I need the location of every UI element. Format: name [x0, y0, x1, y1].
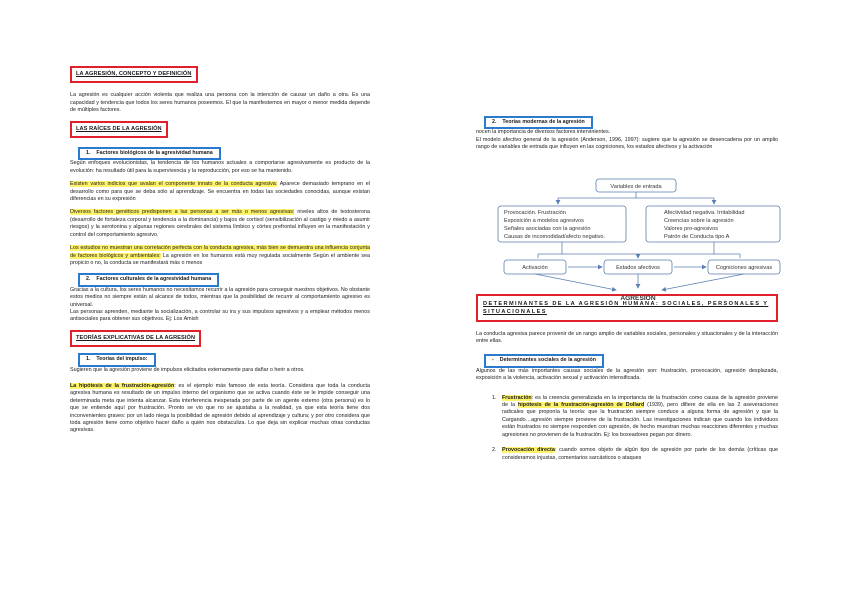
personal-factor: Valores pro-agresivos — [664, 226, 718, 232]
highlight-text: hipótesis de la frustración-agresión de Dollard — [518, 402, 645, 409]
innate-paragraph — [70, 181, 370, 203]
subheading-number: 1. — [86, 356, 91, 363]
subheading-label: Teorías modernas de la agresión — [502, 119, 585, 125]
paragraph-text: : cuando somos objeto de algún tipo de agresión por parte de los demás (críticas que consideramos injustas, comentarios sarcásticos o ataques — [502, 447, 778, 461]
section-title-agresion-concepto: LA AGRESIÓN, CONCEPTO Y DEFINICIÓN — [70, 66, 198, 83]
subheading-number: 1. — [86, 150, 91, 157]
situational-factor: Provocación. Frustración — [504, 210, 566, 216]
personal-factor: Creencias sobre la agresión — [664, 218, 734, 224]
left-column — [70, 66, 370, 435]
subheading-label: Teorías del impulso: — [96, 356, 148, 363]
impulse-paragraph: Sugieren que la agresión proviene de impulsos elicitados externamente para dañar o herir a otros. — [70, 366, 305, 373]
correlation-paragraph — [70, 245, 370, 267]
personal-factor: Afectividad negativa. Irritabilidad — [664, 210, 745, 216]
social-causes-list — [498, 395, 778, 462]
highlight-text: Diversos factores genéticos predisponen a las personas a ser más o menos agresivas: — [70, 209, 295, 216]
activation-label: Activación — [522, 265, 548, 271]
list-item — [498, 395, 778, 439]
affective-model-diagram — [496, 176, 782, 308]
subheading-number: 2. — [86, 276, 91, 283]
social-causes-paragraph: Algunos de las más importantes causas sociales de la agresión son: frustración, provocación, agresión desplazada, exposición a la violencia, activación sexual y activación intensificada. — [476, 367, 778, 382]
frustration-hypothesis-paragraph — [70, 383, 370, 435]
highlight-text: Los estudios no muestran una correlación perfecta con la conducta agresiva, más bien se demuestra una influencia conjunta de factores biológicos y ambientales: — [70, 245, 370, 259]
anderson-paragraph: El modelo afectivo general de la agresión (Anderson, 1996, 1997): sugiere que la agresión se desencadena por un amplio rango de variables de entrada que influyen en las cogniciones, los estados afectivos y la activación — [476, 136, 778, 151]
paragraph-text: niveles altos de testosterona (desarrollo de fortaleza corporal y tendencia a la dominancia) y bajos de cortisol (sensibilización al castigo y miedo a asumir riesgos) y la serotonina y algunas regiones cerebrales del sistema límbico y córtex prefrontal influyen en la manifestación y control del comportamiento agresivo. — [70, 209, 370, 238]
subheading-label: Determinantes sociales de la agresión — [499, 357, 597, 364]
highlight-text: Provocación directa — [502, 447, 555, 454]
determinants-paragraph: La conducta agresiva parece provenir de un rango amplio de variables sociales, personales y situacionales y de la interacción entre ellas. — [476, 330, 778, 345]
aggression-label: AGRESIÓN — [620, 295, 656, 302]
aggressive-cognitions-label: Cogniciones agresivas — [715, 265, 773, 271]
subheading-biologicos — [78, 147, 221, 160]
input-variables-label: Variables de entrada — [610, 184, 662, 190]
section-title-determinantes: DETERMINANTES DE LA AGRESIÓN HUMANA: SOCIALES, PERSONALES Y SITUACIONALES — [476, 294, 778, 322]
highlight-text: Frustración — [502, 394, 532, 401]
situational-factor: Exposición a modelos agresivos — [504, 218, 584, 224]
list-item — [498, 447, 778, 462]
subheading-number: - — [492, 357, 494, 364]
subheading-sociales — [484, 354, 604, 367]
subheading-modernas — [484, 116, 593, 129]
paragraph-text: : es el ejemplo más famoso de esta teoría. Considera que toda la conducta agresiva humana es resultado de un impulso interno del organismo que se activa cuando éste se le impide conseguir una determinada meta que intenta alcanzar. Esta interferencia inesperada por parte de un agente externo (otra persona) es lo que se entiende aquí por frustración. Pronto se vio que no se ajustaba a la realidad, ya que esta teoría tiene dos inconvenientes graves: por un lado niega la posibilidad de agresión debido al aprendizaje y cultura; y por otro considera que toda agresión tiene como objetivo hacer daño a quién nos obstaculiza. Lo que deja sin explicar muchas otras conductas agresivas. — [70, 382, 370, 434]
subheading-culturales — [78, 273, 219, 286]
personal-factor: Patrón de Conducta tipo A — [664, 234, 730, 240]
modern-paragraph: nocen la importancia de diversos factores intervinientes. — [476, 129, 611, 136]
definition-paragraph: La agresión es cualquier acción violenta que realiza una persona con la intención de causar un daño a otra. Es una capacidad y tendencia que todos los seres humanos poseemos. El que la manifestemos en mayor o menor medida depende de múltiples factores. — [70, 92, 370, 114]
situational-factor: Señales asociadas con la agresión — [504, 226, 591, 232]
arrow — [662, 274, 744, 290]
highlight-text: La hipótesis de la frustración-agresión — [70, 382, 175, 389]
subheading-label: Factores culturales de la agresividad humana — [96, 276, 212, 283]
genetic-paragraph — [70, 209, 370, 239]
affective-states-label: Estados afectivos — [616, 265, 660, 271]
arrow — [535, 274, 616, 290]
paragraph-text: : es la creencia generalizada en la importancia de la frustración como causa de la agresión proviene de la — [502, 394, 778, 409]
section-title-raices: LAS RAÍCES DE LA AGRESIÓN — [70, 121, 168, 138]
highlight-text: Existen varios indicios que avalan el componente innato de la conducta agresiva: — [70, 181, 278, 188]
cultural-paragraph: Gracias a la cultura, los seres humanos no necesitamos recurrir a la agresión para conseguir nuestros objetivos. No obstante estos medios no siempre están al alcance de todos, mientras que la posibilidad de recurrir al comportamiento agresivo es universal. — [70, 286, 370, 308]
subheading-label: Factores biológicos de la agresividad humana — [96, 150, 213, 157]
subheading-impulso — [78, 353, 156, 366]
subheading-number: 2. — [492, 119, 497, 125]
section-title-teorias: TEORÍAS EXPLICATIVAS DE LA AGRESIÓN — [70, 330, 201, 347]
situational-factor: Causas de incomodidad/afecto negativo. — [504, 234, 606, 240]
socialization-paragraph: Las personas aprenden, mediante la socialización, a controlar su ira y sus impulsos agresivos y a emplear métodos menos antisociales para obtener sus objetivos. Ej: Los Amish — [70, 308, 370, 323]
biological-paragraph: Según enfoques evolucionistas, la tendencia de los humanos actuales a comportarse agresivamente es producto de la evolución: ha resultado útil para la supervivencia y la reproducción, por eso se ha mantenido. — [70, 160, 370, 174]
paragraph-text: La agresión en los humanos está muy regulada socialmente Según el ambiente sea propicio o no, la conducta se manifestará más o menos — [70, 252, 370, 266]
diagram-svg — [496, 176, 782, 308]
paragraph-text: Aparece demasiado temprano en el desarrollo como para que se deba sólo al aprendizaje. Se encuentra en todas las sociedades conocidas, aunque existan diferencias en su expresión — [70, 181, 370, 203]
paragraph-text: (1939), pero difiere de ella en las 2 aseveraciones radicales que proponía la teoría: que la frustración siempre conduce a alguna forma de agresión y que la Cargando…agresión siempre proviene de la frustración. Las investigaciones indican que cuando los individuos están frustrados no siempre responden con agresión, de hecho muestran muchas reacciones diferentes y muchas agresiones no provienen de la frustración. Ej: los boxeadores pegan por dinero. — [502, 402, 779, 438]
